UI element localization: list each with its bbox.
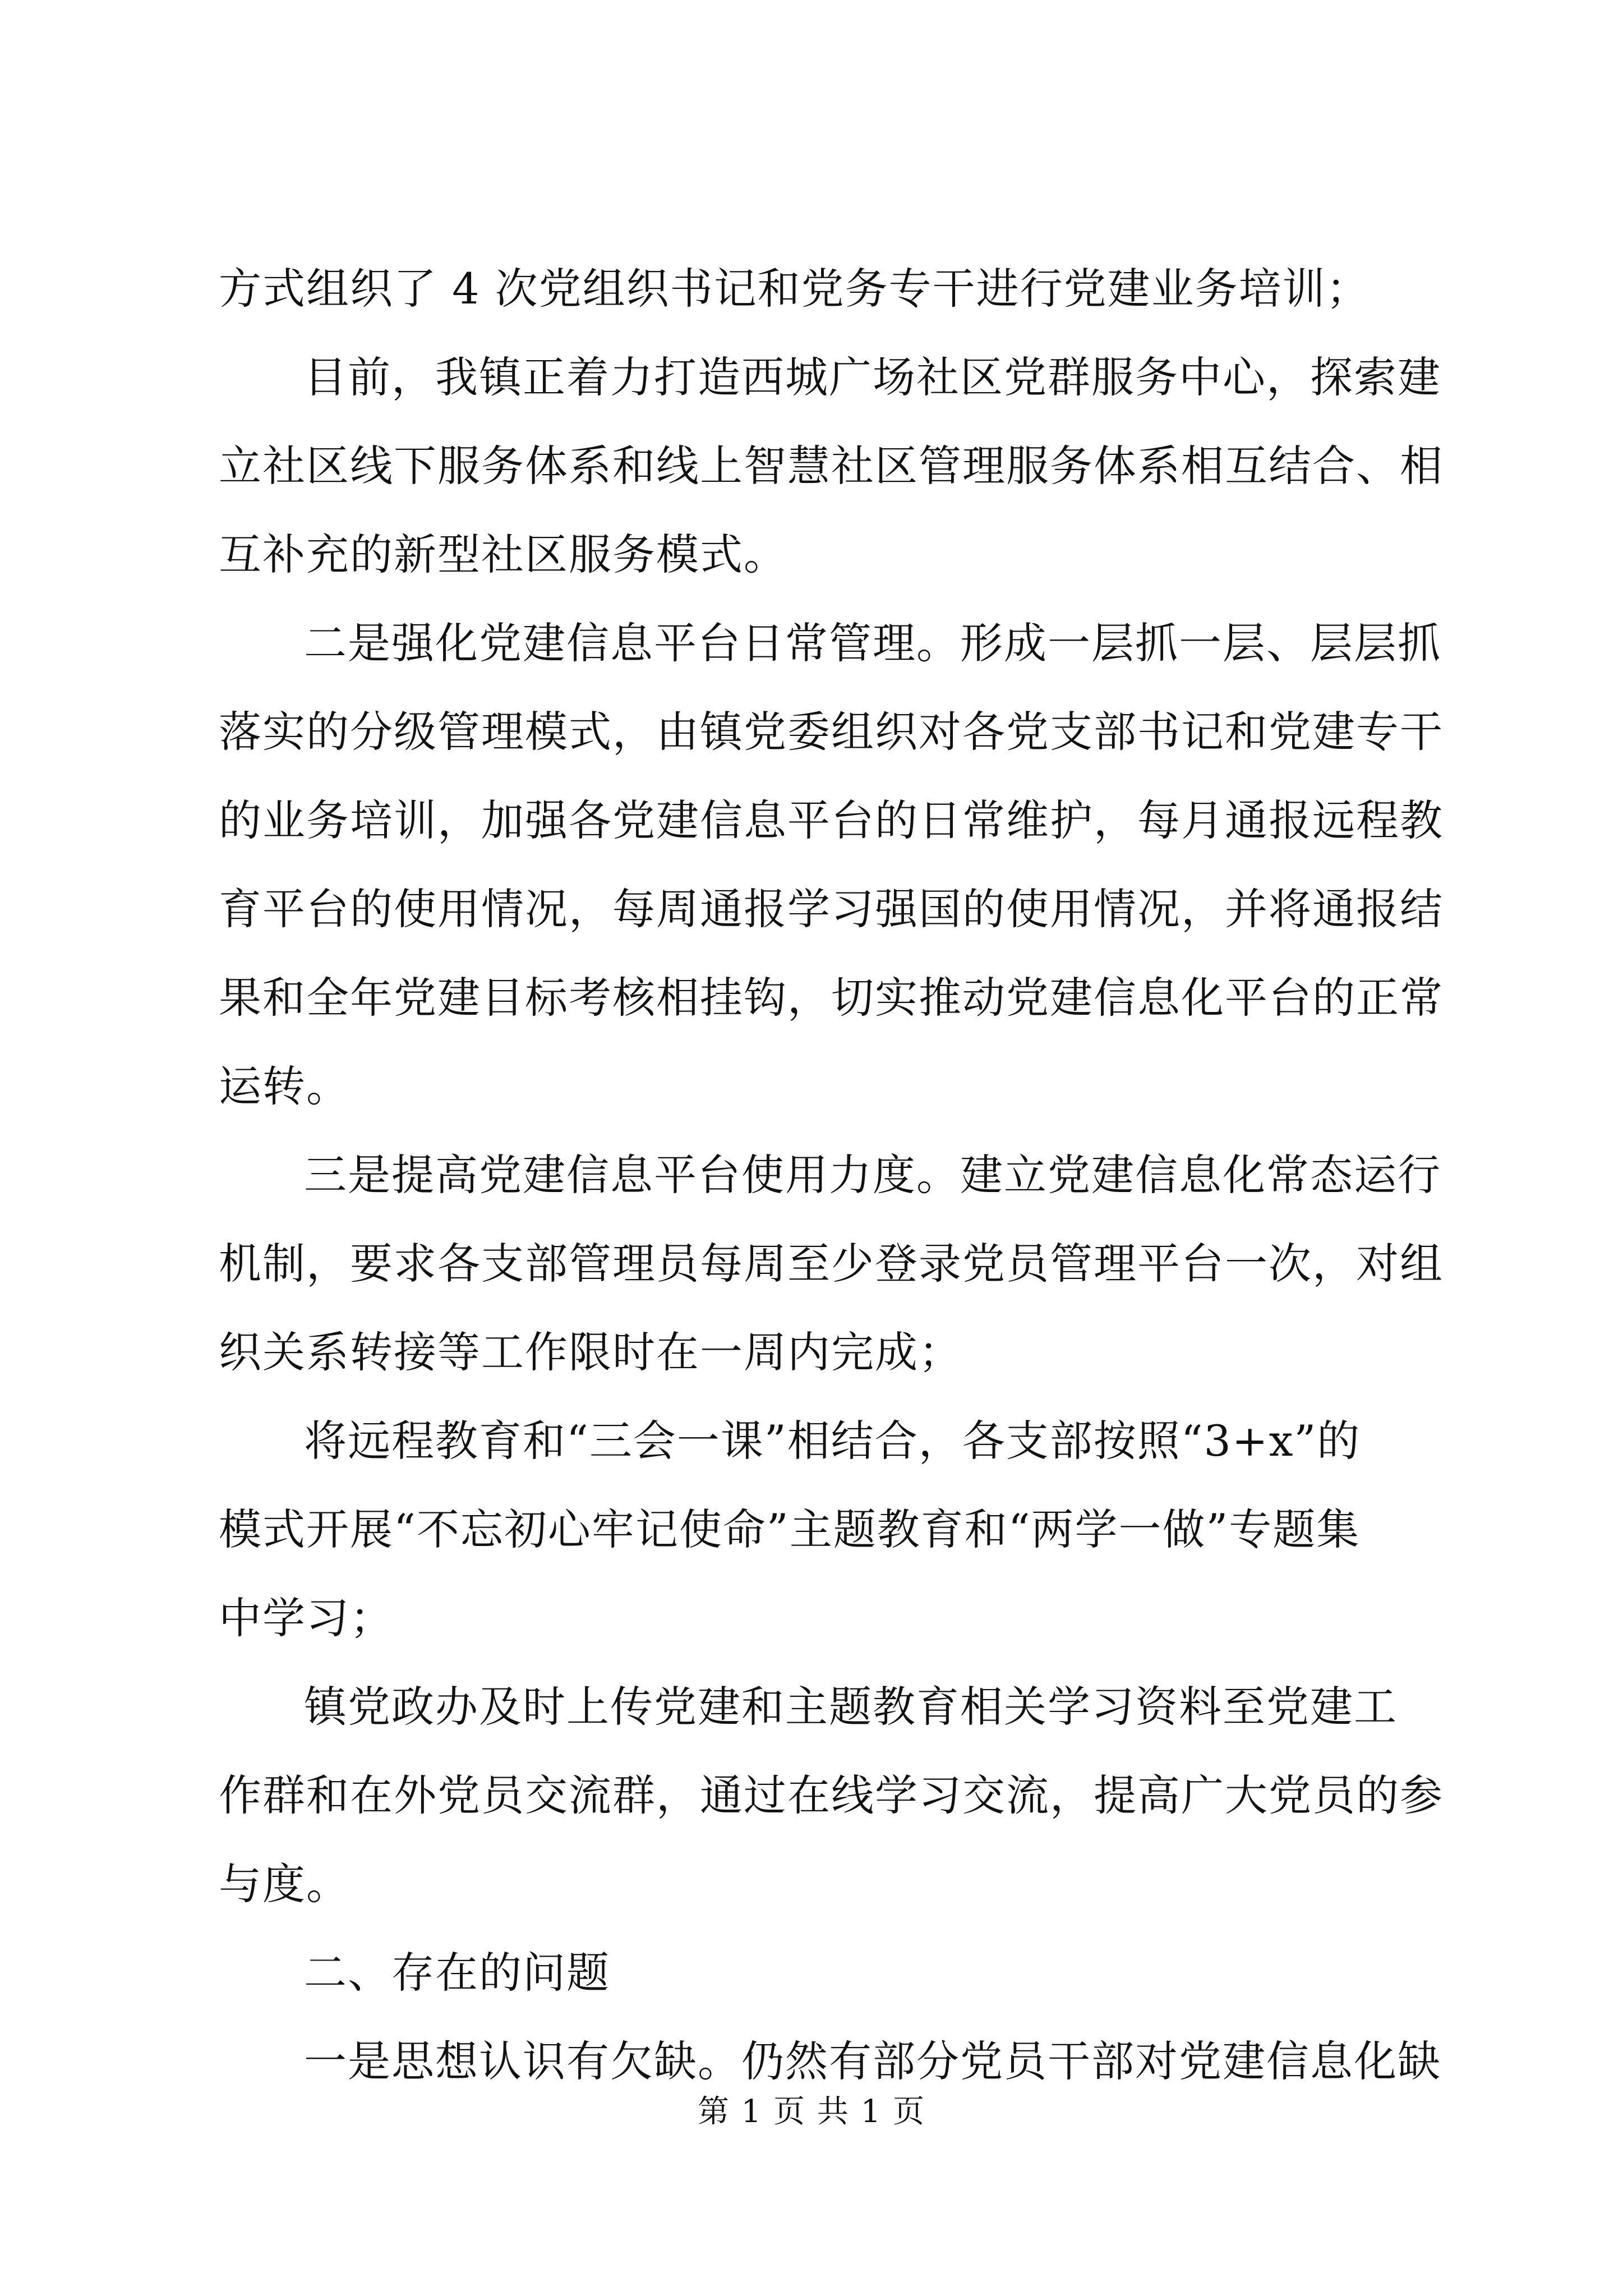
text-line: 方式组织了 4 次党组织书记和党务专干进行党建业务培训； bbox=[219, 264, 1370, 314]
body-text bbox=[219, 261, 1444, 2122]
text-line: 的业务培训，加强各党建信息平台的日常维护，每月通报远程教 bbox=[219, 795, 1444, 845]
text-line: 模式开展“不忘初心牢记使命”主题教育和“两学一做”专题集 bbox=[219, 1504, 1361, 1554]
text-line: 运转。 bbox=[219, 1061, 350, 1111]
text-line: 机制，要求各支部管理员每周至少登录党员管理平台一次，对组 bbox=[219, 1239, 1444, 1289]
text-line: 一是思想认识有欠缺。仍然有部分党员干部对党建信息化缺 bbox=[304, 2036, 1441, 2086]
text-line: 三是提高党建信息平台使用力度。建立党建信息化常态运行 bbox=[304, 1150, 1441, 1200]
text-line: 将远程教育和“三会一课”相结合，各支部按照“3+x”的 bbox=[304, 1416, 1361, 1466]
text-line: 镇党政办及时上传党建和主题教育相关学习资料至党建工 bbox=[304, 1682, 1398, 1732]
text-line: 二是强化党建信息平台日常管理。形成一层抓一层、层层抓 bbox=[304, 618, 1441, 668]
text-line: 互补充的新型社区服务模式。 bbox=[219, 530, 787, 579]
text-line: 与度。 bbox=[219, 1859, 350, 1909]
text-line: 织关系转接等工作限时在一周内完成； bbox=[219, 1327, 962, 1377]
text-line: 中学习； bbox=[219, 1593, 394, 1643]
page-footer: 第 1 页 共 1 页 bbox=[697, 2093, 926, 2130]
text-line: 果和全年党建目标考核相挂钩，切实推动党建信息化平台的正常 bbox=[219, 973, 1444, 1023]
section-heading: 二、存在的问题 bbox=[304, 1948, 610, 1998]
text-line: 目前，我镇正着力打造西城广场社区党群服务中心，探索建 bbox=[304, 352, 1441, 402]
text-line: 立社区线下服务体系和线上智慧社区管理服务体系相互结合、相 bbox=[219, 441, 1444, 491]
text-line: 作群和在外党员交流群，通过在线学习交流，提高广大党员的参 bbox=[219, 1770, 1444, 1820]
text-line: 育平台的使用情况，每周通报学习强国的使用情况，并将通报结 bbox=[219, 884, 1444, 934]
text-line: 落实的分级管理模式，由镇党委组织对各党支部书记和党建专干 bbox=[219, 707, 1444, 757]
